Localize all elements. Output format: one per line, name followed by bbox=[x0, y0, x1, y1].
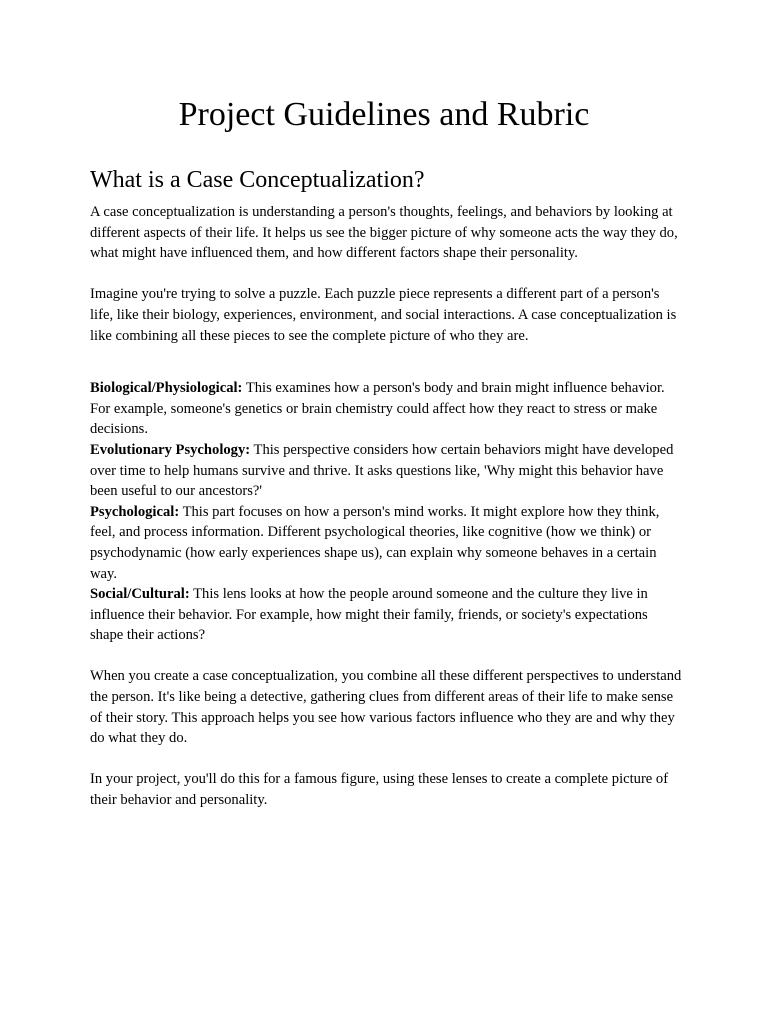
paragraph-spacer bbox=[90, 749, 682, 770]
project-paragraph: In your project, you'll do this for a famous figure, using these lenses to create a complete picture of their behavior and personality. bbox=[90, 771, 669, 809]
combine-paragraph: When you create a case conceptualization, you combine all these different perspectives to understand the person. It's like being a detective, gathering clues from different areas of their life to make sense of their story. This approach helps you see how various factors influence who they are and why they do what they do. bbox=[90, 668, 682, 747]
lens-text: This examines how a person's body and brain might influence behavior. For example, someone's genetics or brain chemistry could affect how they react to stress or make decisions. bbox=[90, 380, 665, 438]
lens-term: Social/Cultural: bbox=[90, 586, 190, 603]
lens-text: This part focuses on how a person's mind works. It might explore how they think, feel, and process information. Different psychological theories, like cognitive (how we think) or psychodynamic (how early experiences shape us), can explain why someone behaves in a certain way. bbox=[90, 503, 660, 582]
lens-evolutionary bbox=[90, 440, 682, 502]
lens-text: This perspective considers how certain behaviors might have developed over time to help humans survive and thrive. It asks questions like, 'Why might this behavior have been useful to our ancestors?' bbox=[90, 441, 674, 500]
section-heading: What is a Case Conceptualization? bbox=[90, 167, 425, 193]
lens-social-cultural bbox=[90, 584, 682, 646]
lens-term: Biological/Physiological: bbox=[90, 380, 243, 397]
intro-paragraph: A case conceptualization is understanding a person's thoughts, feelings, and behaviors by looking at different aspects of their life. It helps us see the bigger picture of why someone acts the way they do, what might have influenced them, and how different factors shape their personality. bbox=[90, 204, 678, 262]
paragraph-spacer bbox=[90, 264, 682, 285]
lens-term: Evolutionary Psychology: bbox=[90, 441, 251, 458]
lens-psychological bbox=[90, 502, 682, 584]
lens-term: Psychological: bbox=[90, 503, 180, 520]
document-body bbox=[90, 202, 682, 811]
lens-biological bbox=[90, 378, 682, 440]
paragraph-spacer bbox=[90, 646, 682, 667]
paragraph-spacer bbox=[90, 346, 682, 378]
lens-text: This lens looks at how the people around someone and the culture they live in influence their behavior. For example, how might their family, friends, or society's expectations shape their actions? bbox=[90, 586, 648, 644]
document-title: Project Guidelines and Rubric bbox=[178, 96, 590, 133]
puzzle-paragraph: Imagine you're trying to solve a puzzle. Each puzzle piece represents a different part of a person's life, like their biology, experiences, environment, and social interactions. A case conceptualization is like combining all these pieces to see the complete picture of who they are. bbox=[90, 286, 677, 344]
